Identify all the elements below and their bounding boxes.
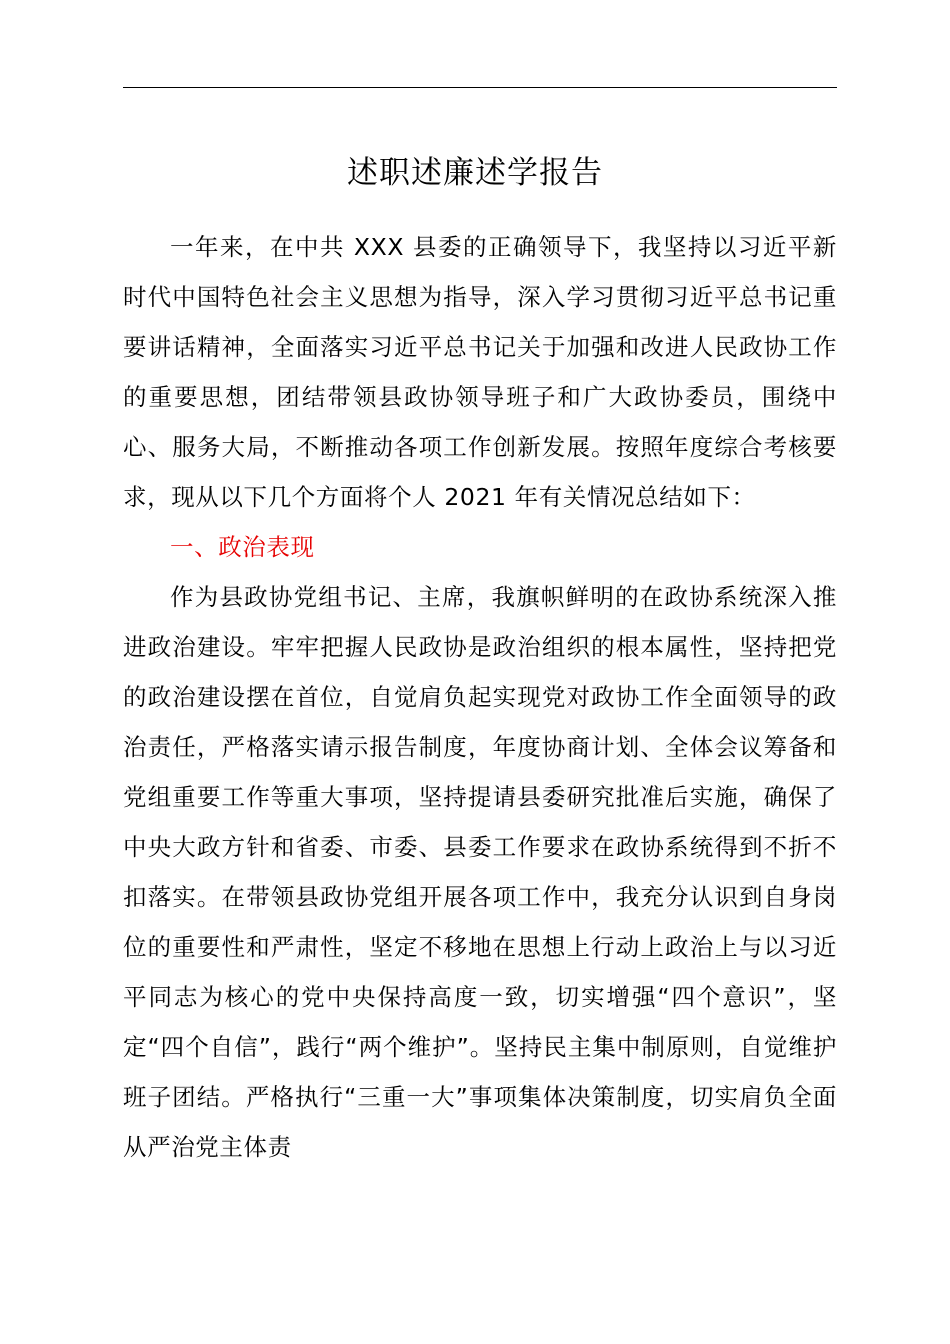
document-title: 述职述廉述学报告 [347,155,603,191]
section-body-political: 作为县政协党组书记、主席，我旗帜鲜明的在政协系统深入推进政治建设。牢牢把握人民政协是政治组织的根本属性，坚持把党的政治建设摆在首位，自觉肩负起实现党对政协工作全面领导的政治责任，严格落实请示报告制度，年度协商计划、全体会议筹备和党组重要工作等重大事项，坚持提请县委研究批准后实施，确保了中央大政方针和省委、市委、县委工作要求在政协系统得到不折不扣落实。在带领县政协党组开展各项工作中，我充分认识到自身岗位的重要性和严肃性，坚定不移地在思想上行动上政治上与以习近平同志为核心的党中央保持高度一致，切实增强“四个意识”，坚定“四个自信”，践行“两个维护”。坚持民主集中制原则，自觉维护班子团结。严格执行“三重一大”事项集体决策制度，切实肩负全面从严治党主体责 [123,583,837,1161]
header-rule [123,87,837,88]
document-body [123,222,837,1172]
intro-paragraph: 一年来，在中共 XXX 县委的正确领导下，我坚持以习近平新时代中国特色社会主义思想为指导，深入学习贯彻习近平总书记重要讲话精神，全面落实习近平总书记关于加强和改进人民政协工作的重要思想，团结带领县政协领导班子和广大政协委员，围绕中心、服务大局，不断推动各项工作创新发展。按照年度综合考核要求，现从以下几个方面将个人 2021 年有关情况总结如下： [123,233,837,511]
section-heading-political: 一、政治表现 [170,533,315,561]
